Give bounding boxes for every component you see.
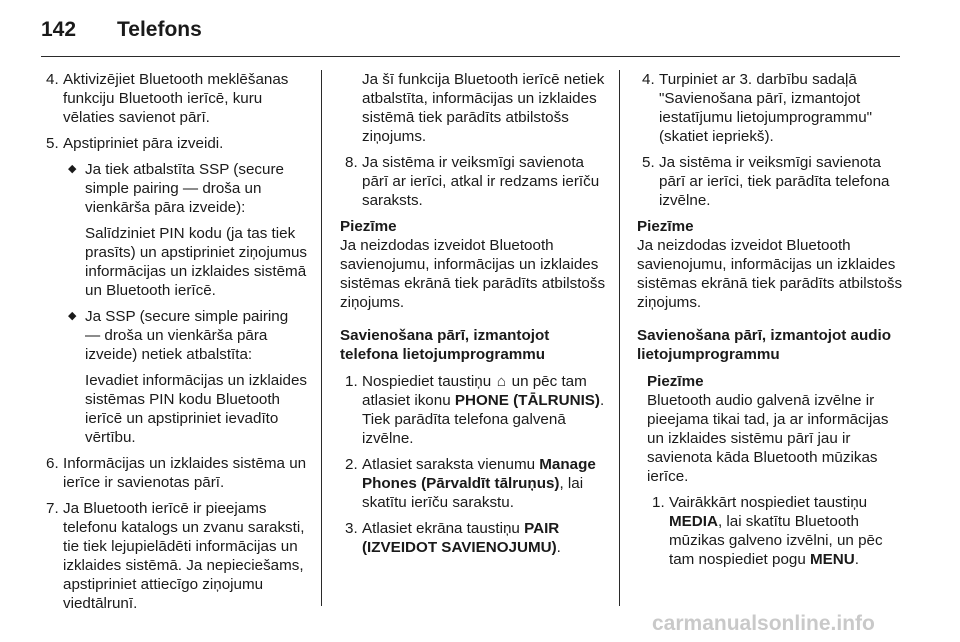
- list-item: [41, 499, 307, 613]
- column-divider-2: [619, 70, 620, 606]
- list-item: [340, 372, 608, 448]
- list-text: Ja šī funkcija Bluetooth ierīcē netiek atbalstīta, informācijas un izklaides sistēmā tiek parādīts atbilstošs ziņojums.: [362, 71, 605, 145]
- list-item: [340, 519, 608, 557]
- list-number: 1.: [345, 373, 358, 390]
- section-heading: Savienošana pārī, izmantojot audio lietojumprogrammu: [637, 327, 892, 363]
- column-3: [637, 70, 903, 576]
- note-text: Ja neizdodas izveidot Bluetooth savienojumu, informācijas un izklaides sistēmas ekrānā tiek parādīts atbilstošs ziņojums.: [340, 237, 606, 311]
- key-label: MEDIA: [669, 513, 718, 530]
- column-divider-1: [321, 70, 322, 606]
- list-text: Ja Bluetooth ierīcē ir pieejams telefonu katalogs un zvanu saraksti, tie tiek lejupielādēti informācijas un izklaides sistēmā. Ja nepieciešams, apstipriniet attiecīgo ziņojumu viedtālrunī.: [63, 500, 305, 612]
- list-number: 4.: [642, 71, 655, 88]
- diamond-bullet-icon: ◆: [68, 163, 77, 175]
- list-item: [647, 493, 903, 569]
- note-text: Bluetooth audio galvenā izvēlne ir pieejama tikai tad, ja ar informācijas un izklaides sistēmu pārī jau ir savienota kāda Bluetooth mūzikas ierīce.: [647, 392, 889, 485]
- bullet-item: [63, 307, 307, 447]
- note-title: Piezīme: [637, 218, 694, 235]
- key-label: PAIR (IZVEIDOT SAVIENOJUMU): [362, 520, 560, 556]
- chapter-title: Telefons: [117, 18, 202, 41]
- list-text: Nospiediet taustiņu ⌂ un pēc tam atlasiet ikonu PHONE (TĀLRUNIS). Tiek parādīta telefona galvenā izvēlne.: [362, 373, 605, 447]
- list-number: 8.: [345, 154, 358, 171]
- list-number: 3.: [345, 520, 358, 537]
- list-text: Informācijas un izklaides sistēma un ierīce ir savienotas pārī.: [63, 455, 307, 491]
- list-number: 1.: [652, 494, 665, 511]
- note-text: Ja neizdodas izveidot Bluetooth savienojumu, informācijas un izklaides sistēmas ekrānā tiek parādīts atbilstošs ziņojums.: [637, 237, 903, 311]
- list-item: [41, 454, 307, 492]
- key-label: PHONE (TĀLRUNIS): [454, 392, 600, 409]
- list-item: [340, 455, 608, 512]
- header-rule: [41, 56, 900, 57]
- bullet-subtext: Ievadiet informācijas un izklaides sistēmas PIN kodu Bluetooth ierīcē un apstipriniet ievadīto vērtību.: [85, 372, 308, 446]
- diamond-bullet-icon: ◆: [68, 310, 77, 322]
- key-label: Manage Phones (Pārvaldīt tālruņus): [362, 456, 596, 492]
- bullet-subtext: Salīdziniet PIN kodu (ja tas tiek prasīts) un apstipriniet ziņojumus informācijas un izklaides sistēmā un Bluetooth ierīcē.: [85, 225, 308, 299]
- note-title: Piezīme: [340, 218, 397, 235]
- list-number: 6.: [46, 455, 59, 472]
- list-number: 5.: [46, 135, 59, 152]
- watermark: carmanualsonline.info: [652, 612, 875, 635]
- home-icon: ⌂: [496, 373, 506, 390]
- list-item: [637, 70, 903, 146]
- key-label: MENU: [810, 551, 855, 568]
- list-number: 5.: [642, 154, 655, 171]
- list-item: [340, 153, 608, 210]
- page-number: 142: [41, 18, 77, 41]
- note-block: [340, 217, 608, 312]
- section-heading: Savienošana pārī, izmantojot telefona lietojumprogrammu: [340, 327, 550, 363]
- list-number: 2.: [345, 456, 358, 473]
- list-item: [41, 134, 307, 447]
- column-1: [41, 70, 307, 620]
- list-number: 4.: [46, 71, 59, 88]
- list-text: Apstipriniet pāra izveidi.: [63, 135, 224, 152]
- column-2: [340, 70, 608, 564]
- list-text: Vairākkārt nospiediet taustiņu MEDIA, lai skatītu Bluetooth mūzikas galveno izvēlni, un pēc tam nospiediet pogu MENU.: [669, 494, 883, 568]
- note-block: [637, 217, 903, 312]
- note-title: Piezīme: [647, 373, 704, 390]
- list-text: Aktivizējiet Bluetooth meklēšanas funkciju Bluetooth ierīcē, kuru vēlaties savienot pārī.: [63, 71, 289, 126]
- list-text: Atlasiet saraksta vienumu Manage Phones (Pārvaldīt tālruņus), lai skatītu ierīču sarakstu.: [362, 456, 596, 511]
- list-text: Atlasiet ekrāna taustiņu PAIR (IZVEIDOT SAVIENOJUMU).: [362, 520, 561, 556]
- note-block: [637, 372, 903, 486]
- bullet-text: Ja tiek atbalstīta SSP (secure simple pairing — droša un vienkārša pāra izveide):: [85, 161, 284, 216]
- list-text: Turpiniet ar 3. darbību sadaļā "Savienošana pārī, izmantojot iestatījumu lietojumprogrammu" (skatiet iepriekš).: [659, 71, 873, 145]
- list-text: Ja sistēma ir veiksmīgi savienota pārī ar ierīci, tiek parādīta telefona izvēlne.: [659, 154, 890, 209]
- list-text: Ja sistēma ir veiksmīgi savienota pārī ar ierīci, atkal ir redzams ierīču saraksts.: [362, 154, 600, 209]
- list-number: 7.: [46, 500, 59, 517]
- list-item-continued: [340, 70, 608, 146]
- list-item: [637, 153, 903, 210]
- bullet-item: [63, 160, 307, 300]
- bullet-text: Ja SSP (secure simple pairing — droša un vienkārša pāra izveide) netiek atbalstīta:: [85, 308, 289, 363]
- list-item: [41, 70, 307, 127]
